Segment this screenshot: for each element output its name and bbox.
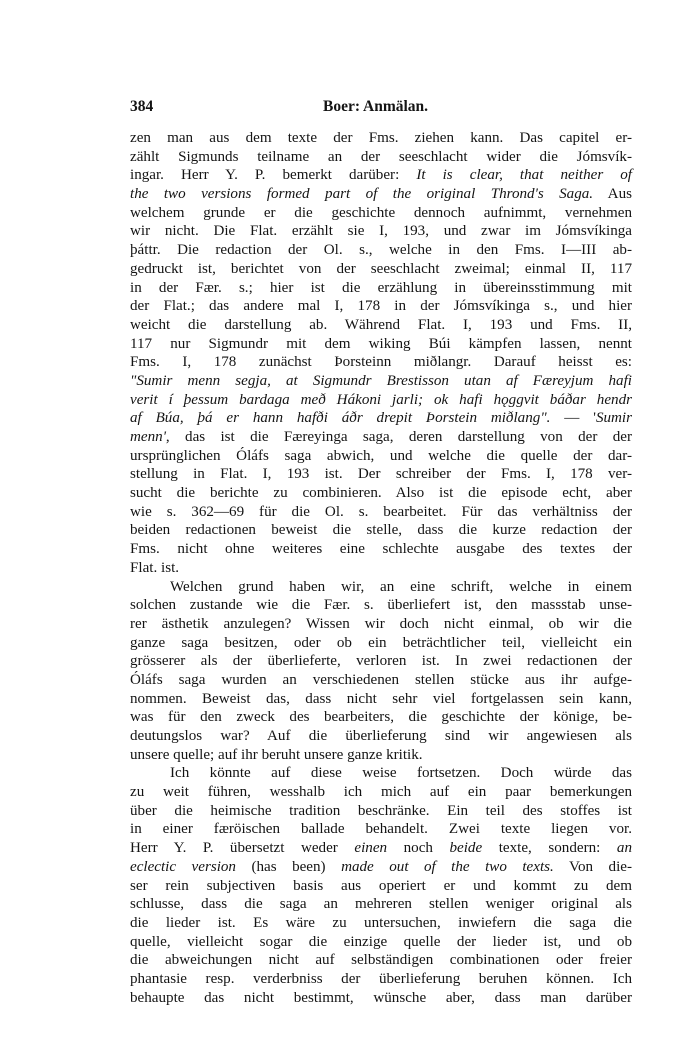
line-text: Aus (593, 186, 633, 203)
body-text (130, 129, 632, 1007)
line-text: zählt Sigmunds teilname an der seeschlacht wider die Jómsvík- (130, 148, 632, 165)
line-text: in der Fær. s.; hier ist die erzählung in übereinsstimmung mit (130, 279, 632, 296)
running-header (130, 98, 632, 118)
line-text: behaupte das nicht bestimmt, wünsche aber, dass man darüber (130, 989, 632, 1006)
line-text: solchen zustande wie die Fær. s. überliefert ist, den massstab unse- (130, 597, 632, 614)
line-text: in einer færöischen ballade behandelt. Zwei texte liegen vor. (130, 821, 632, 838)
line-text: unsere quelle; auf ihr beruht unsere ganze kritik. (130, 746, 423, 763)
line-text: Ich könnte auf diese weise fortsetzen. Doch würde das (170, 765, 632, 782)
line-text: der Flat.; das andere mal I, 178 in der Jómsvíkinga s., und hier (130, 298, 632, 315)
text-line (130, 465, 632, 484)
line-text: quelle, vielleicht sogar die einzige quelle der lieder ist, und ob (130, 933, 632, 950)
text-line (130, 764, 632, 783)
text-line (130, 241, 632, 260)
text-line (130, 783, 632, 802)
italic-text: af Búa, þá er hann hafði áðr drepit Þorstein miðlang". (130, 410, 551, 427)
text-line (130, 559, 632, 578)
line-text: Von die- (553, 858, 632, 875)
text-line (130, 989, 632, 1008)
text-line (130, 634, 632, 653)
text-line (130, 185, 632, 204)
text-line (130, 820, 632, 839)
line-text: ingar. Herr Y. P. bemerkt darüber: (130, 167, 417, 184)
line-text: Herr Y. P. übersetzt weder (130, 840, 355, 857)
italic-text: verit í þessum bardaga með Hákoni jarli; ok hafi hǫggvit báðar hendr (130, 391, 632, 408)
text-line (130, 671, 632, 690)
text-line (130, 970, 632, 989)
text-line (130, 316, 632, 335)
text-line (130, 802, 632, 821)
italic-text: Sumir (595, 410, 632, 427)
text-line (130, 447, 632, 466)
text-line (130, 129, 632, 148)
text-line (130, 204, 632, 223)
italic-text: beide (449, 840, 483, 857)
text-line (130, 166, 632, 185)
line-text: zu weit führen, wesshalb ich mich auf ein paar bemerkungen (130, 784, 632, 801)
line-text: gedruckt ist, berichtet von der seeschlacht zweimal; einmal II, 117 (130, 260, 632, 277)
text-line (130, 727, 632, 746)
text-line (130, 260, 632, 279)
text-line (130, 858, 632, 877)
line-text: zen man aus dem texte der Fms. ziehen kann. Das capitel er- (130, 130, 632, 146)
line-text: þáttr. Die redaction der Ol. s., welche in den Fms. I—III ab- (130, 242, 632, 259)
line-text: ser rein subjectiven basis aus operiert er und kommt zu dem (130, 877, 632, 894)
text-line (130, 746, 632, 765)
line-text: Welchen grund haben wir, an eine schrift, welche in einem (170, 578, 632, 595)
line-text: noch (387, 840, 450, 857)
line-text: sucht die berichte zu combinieren. Also ist die episode echt, aber (130, 485, 632, 502)
line-text: ursprünglichen Óláfs saga abwich, und welche die quelle der dar- (130, 447, 632, 464)
line-text: was für den zweck des bearbeiters, die geschichte der könige, be- (130, 709, 632, 726)
text-line (130, 353, 632, 372)
text-line (130, 652, 632, 671)
text-line (130, 596, 632, 615)
line-text: beiden redactionen beweist die stelle, dass die kurze redaction der (130, 522, 632, 539)
text-line (130, 222, 632, 241)
line-text: grösserer als der überlieferte, verloren ist. In zwei redactionen der (130, 653, 632, 670)
text-line (130, 839, 632, 858)
line-text: phantasie resp. verderbniss der überlieferung beruhen können. Ich (130, 970, 632, 987)
line-text: rer ästhetik anzulegen? Wissen wir doch nicht einmal, ob wir die (130, 615, 632, 632)
text-line (130, 914, 632, 933)
text-line (130, 690, 632, 709)
text-line (130, 409, 632, 428)
italic-text: menn' (130, 429, 166, 445)
text-line (130, 521, 632, 540)
line-text: deutungslos war? Auf die überlieferung sind wir angewiesen als (130, 728, 632, 744)
text-line (130, 484, 632, 503)
text-line (130, 708, 632, 727)
italic-text: It is clear, that neither of (416, 167, 632, 184)
line-text: schlusse, dass die saga an mehreren stellen weniger original als (130, 896, 632, 913)
text-line (130, 372, 632, 391)
line-text: die lieder ist. Es wäre zu untersuchen, inwiefern die saga die (130, 914, 632, 931)
text-line (130, 279, 632, 298)
text-line (130, 877, 632, 896)
line-text: , das ist die Færeyinga saga, deren darstellung von der der (165, 429, 632, 445)
italic-text: an (616, 840, 632, 857)
text-line (130, 615, 632, 634)
line-text: weicht die darstellung ab. Während Flat. I, 193 und Fms. II, (130, 316, 632, 333)
text-line (130, 297, 632, 316)
italic-text: eclectic version (130, 858, 236, 875)
line-text: — ' (550, 410, 596, 427)
line-text: texte, sondern: (482, 840, 617, 857)
line-text: wie s. 362—69 für die Ol. s. bearbeitet. Für das verhältniss der (130, 503, 632, 520)
line-text: Óláfs saga wurden an verschiedenen stellen stücke aus ihr aufge- (130, 671, 632, 688)
italic-text: "Sumir menn segja, at Sigmundr Brestisson utan af Færeyjum hafi (130, 372, 632, 389)
line-text: 117 nur Sigmundr mit dem wiking Búi kämpfen lassen, nennt (130, 335, 632, 352)
text-line (130, 578, 632, 597)
text-line (130, 428, 632, 447)
line-text: Fms. I, 178 zunächst Þorsteinn miðlangr. Darauf heisst es: (130, 354, 632, 371)
italic-text: made out of the two texts. (341, 858, 554, 875)
line-text: die abweichungen nicht auf selbständigen combinationen oder freier (130, 952, 632, 969)
text-line (130, 391, 632, 410)
text-line (130, 148, 632, 167)
line-text: Fms. nicht ohne weiteres eine schlechte ausgabe des textes der (130, 541, 632, 558)
line-text: stellung in Flat. I, 193 ist. Der schreiber der Fms. I, 178 ver- (130, 466, 632, 483)
line-text: wir nicht. Die Flat. erzählt sie I, 193, und zwar im Jómsvíkinga (130, 223, 632, 240)
line-text: Flat. ist. (130, 559, 180, 576)
line-text: über die heimische tradition beschränke. Ein teil des stoffes ist (130, 802, 632, 819)
text-line (130, 933, 632, 952)
text-line (130, 895, 632, 914)
page-number: 384 (130, 98, 154, 115)
line-text: nommen. Beweist das, dass nicht sehr viel fortgelassen sein kann, (130, 690, 632, 707)
line-text: (has been) (235, 858, 342, 875)
text-line (130, 503, 632, 522)
text-line (130, 540, 632, 559)
line-text: welchem grunde er die geschichte dennoch aufnimmt, vernehmen (130, 204, 632, 221)
italic-text: the two versions formed part of the original Thrond's Saga. (130, 186, 594, 203)
text-line (130, 335, 632, 354)
running-title: Boer: Anmälan. (323, 98, 429, 115)
line-text: ganze saga besitzen, oder ob ein beträchtlicher teil, vielleicht ein (130, 634, 632, 651)
italic-text: einen (354, 840, 388, 857)
text-line (130, 951, 632, 970)
